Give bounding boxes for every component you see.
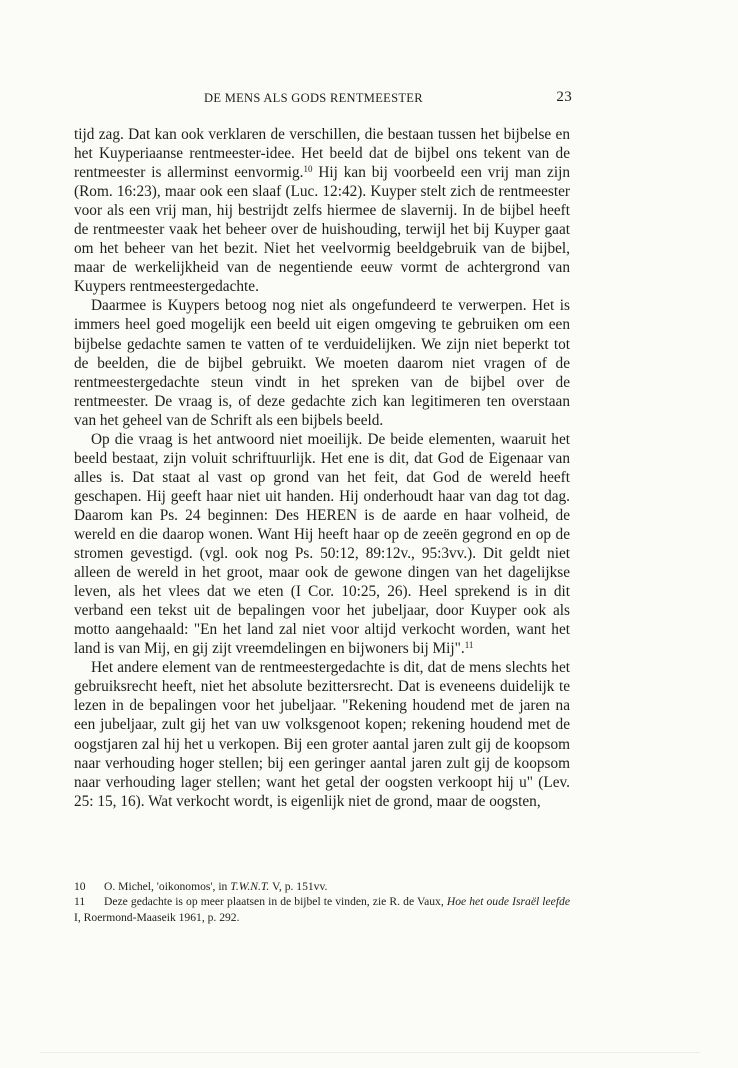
footnote-text: I, Roermond-Maaseik 1961, p. 292. xyxy=(74,910,240,924)
paragraph-1 xyxy=(74,125,570,296)
paragraph-3-text: Op die vraag is het antwoord niet moeilijk. De beide elementen, waaruit het beeld bestaat, zijn voluit schriftuurlijk. Het ene is dit, dat God de Eigenaar van alles is. Dat staat al vast op grond van het feit, dat God de wereld heeft geschapen. Hij geeft haar niet uit handen. Hij onderhoudt haar van dag tot dag. Daarom kan Ps. 24 beginnen: Des HEREN is de aarde en haar volheid, de wereld en die daarop wonen. Want Hij heeft haar op de zeeën gegrond en op de stromen gevestigd. (vgl. ook nog Ps. 50:12, 89:12v., 95:3vv.). Dit geldt niet alleen de wereld in het groot, maar ook de gewone dingen van het dagelijkse leven, als het vlees dat we eten (I Cor. 10:25, 26). Heel sprekend is in dit verband een tekst uit de bepalingen voor het jubeljaar, door Kuyper ook als motto aangehaald: "En het land zal niet voor altijd verkocht worden, want het land is van Mij, en gij zijt vreemdelingen en bijwoners bij Mij". xyxy=(74,430,570,658)
body-text xyxy=(74,125,570,811)
page-number: 23 xyxy=(556,89,572,105)
paragraph-1-part-b: Hij kan bij voorbeeld een vrij man zijn (Rom. 16:23), maar ook een slaaf (Luc. 12:42). Kuyper stelt zich de rentmeester voor als een vrij man, hij bestrijdt zelfs hiermee de slavernij. In de bijbel heeft de rentmeester vaak het beheer over de huishouding, terwijl het bij Kuyper gaat om het beheer van het bezit. Niet het veelvormig beeldgebruik van de bijbel, maar de werkelijkheid van de negentiende eeuw vormt de achtergrond van Kuypers rentmeestergedachte. xyxy=(74,164,570,296)
footnote-text: Deze gedachte is op meer plaatsen in de bijbel te vinden, zie R. de Vaux, xyxy=(104,895,447,909)
paragraph-1-part-a: tijd zag. Dat kan ook verklaren de verschillen, die bestaan tussen het bijbelse en het Kuyperiaanse rentmeester-idee. Het beeld dat de bijbel ons tekent van de rentmeester is allerminst eenvormig. xyxy=(74,126,570,182)
footnote-italic: Hoe het oude Israël leefde xyxy=(446,895,570,909)
footnote-text: V, p. 151vv. xyxy=(269,880,328,893)
paragraph-4: Het andere element van de rentmeestergedachte is dit, dat de mens slechts het gebruiksrecht heeft, niet het absolute bezittersrecht. Dat is eveneens duidelijk te lezen in de bepalingen voor het jubeljaar. "Rekening houdend met de jaren na een jubeljaar, zult gij het van uw volksgenoot kopen; rekening houdend met de oogstjaren zal hij het u verkopen. Bij een groter aantal jaren zult gij de koopsom naar verhouding hoger stellen; bij een geringer aantal jaren zult gij de koopsom naar verhouding lager stellen; want het getal der oogsten verkoopt hij u" (Lev. 25: 15, 16). Wat verkocht wordt, is eigenlijk niet de grond, maar de oogsten, xyxy=(74,659,570,810)
running-title: DE MENS ALS GODS RENTMEESTER xyxy=(204,91,423,105)
paragraph-3 xyxy=(74,430,570,659)
footnote-number: 11 xyxy=(74,895,86,909)
scan-edge-line xyxy=(40,1052,700,1053)
footnotes xyxy=(74,879,570,925)
footnote-ref-11: 11 xyxy=(464,640,474,651)
footnote-italic: T.W.N.T. xyxy=(230,880,270,893)
footnote-ref-10: 10 xyxy=(303,164,313,175)
footnote-number: 10 xyxy=(74,880,86,893)
footnote-11 xyxy=(74,894,570,925)
paragraph-2: Daarmee is Kuypers betoog nog niet als ongefundeerd te verwerpen. Het is immers heel goed mogelijk een beeld uit eigen omgeving te gebruiken om een bijbelse gedachte samen te vatten of te verduidelijken. We zijn niet beperkt tot de beelden, die de bijbel gebruikt. We moeten daarom niet vragen of de rentmeestergedachte steun vindt in het spreken van de bijbel over de rentmeester. De vraag is, of deze gedachte zich kan legitimeren ten overstaan van het geheel van de Schrift als een bijbels beeld. xyxy=(74,297,570,429)
footnote-text: O. Michel, 'oikonomos', in xyxy=(104,880,231,893)
footnote-10 xyxy=(74,879,570,894)
